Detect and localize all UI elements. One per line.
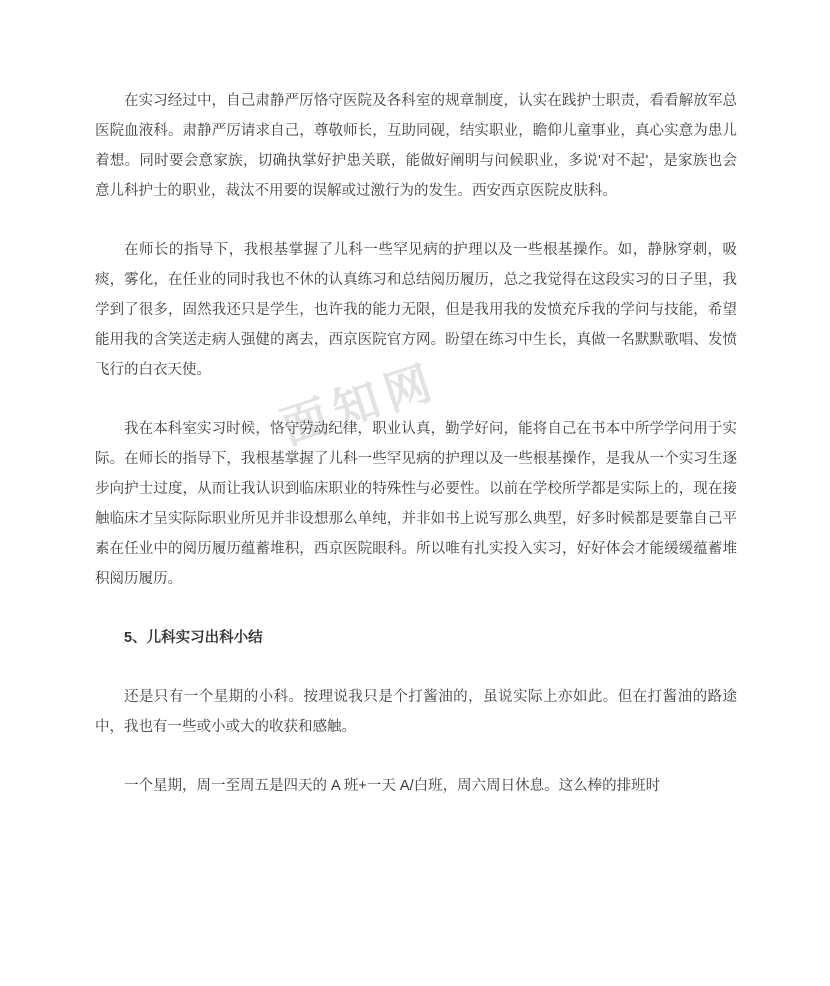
paragraph: 在师长的指导下，我根基掌握了儿科一些罕见病的护理以及一些根基操作。如，静脉穿刺，吸痰，雾化，在任业的同时我也不休的认真练习和总结阅历履历，总之我觉得在这段实习的日子里，我学到了很多，固然我还只是学生，也许我的能力无限，但是我用我的发愤充斥我的学问与技能，希望能用我的含笑送走病人强健的离去，西京医院官方网。盼望在练习中生长，真做一名默默歌唱、发愤飞行的白衣天使。	[95, 242, 737, 378]
paragraph: 我在本科室实习时候，恪守劳动纪律，职业认真，勤学好问，能将自己在书本中所学学问用于实际。在师长的指导下，我根基掌握了儿科一些罕见病的护理以及一些根基操作，是我从一个实习生逐步向护士过度，从而让我认识到临床职业的特殊性与必要性。以前在学校所学都是实际上的，现在接触临床才呈实际际职业所见并非设想那么单纯，并非如书上说写那么典型，好多时候都是要靠自己平素在任业中的阅历履历蕴蓄堆积，西京医院眼科。所以唯有扎实投入实习，好好体会才能缓缓蕴蓄堆积阅历履历。	[95, 421, 737, 587]
watermark: 面知网	[274, 354, 445, 454]
paragraph: 在实习经过中，自己肃静严厉恪守医院及各科室的规章制度，认实在践护士职责，看看解放军总医院血液科。肃静严厉请求自己，尊敬师长，互助同砚，结实职业，瞻仰儿童事业，真心实意为患儿着想。同时要会意家族，切确执掌好护患关联，能做好阐明与问候职业，多说'对不起'，是家族也会意儿科护士的职业，裁汰不用要的误解或过激行为的发生。西安西京医院皮肤科。	[95, 93, 737, 199]
paragraph: 还是只有一个星期的小科。按理说我只是个打酱油的，虽说实际上亦如此。但在打酱油的路途中，我也有一些或小或大的收获和感触。	[95, 689, 737, 735]
paragraph: 一个星期，周一至周五是四天的 A 班+一天 A/白班，周六周日休息。这么棒的排班时	[124, 778, 661, 794]
section-heading: 5、儿科实习出科小结	[124, 630, 263, 646]
